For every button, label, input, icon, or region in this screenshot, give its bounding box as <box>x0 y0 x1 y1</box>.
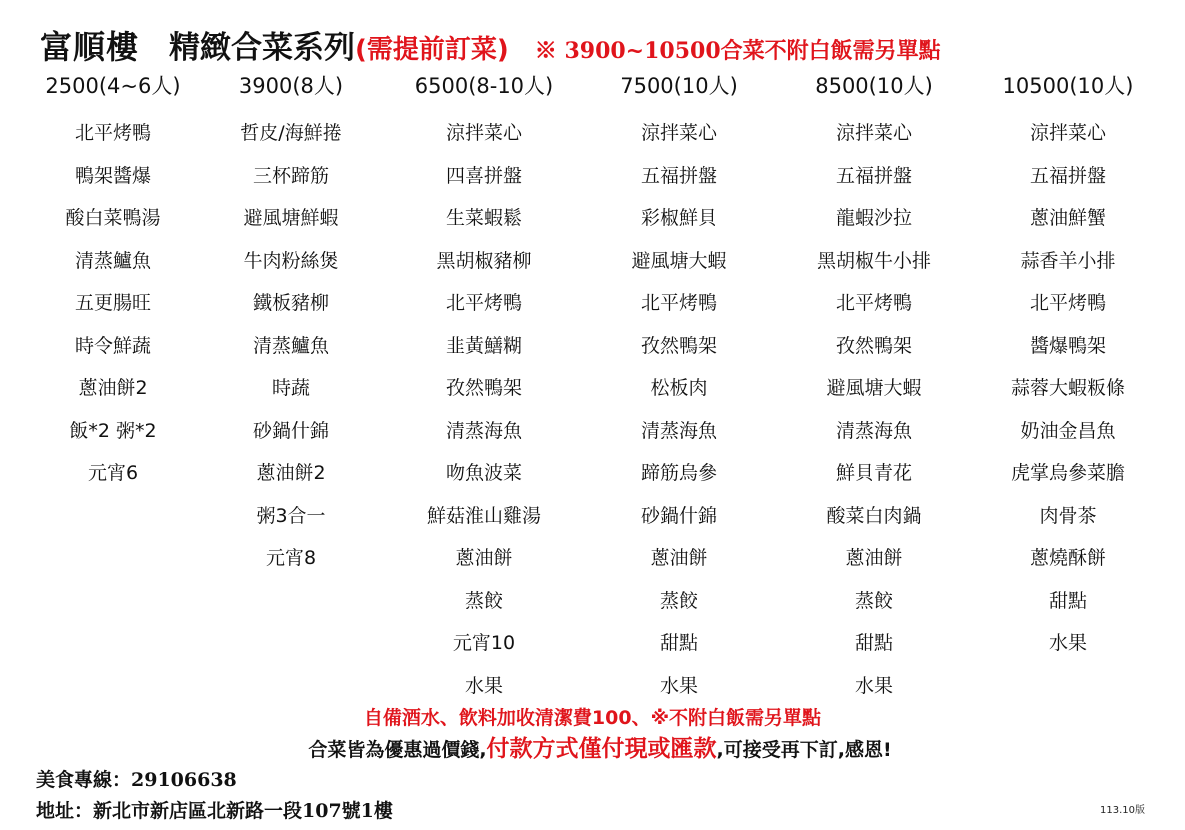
dish-item: 虎掌烏參菜膽 <box>1010 462 1125 484</box>
dish-list <box>584 112 774 707</box>
rice-note: ※ 3900~10500合菜不附白飯需另單點 <box>534 38 941 64</box>
dish-item: 彩椒鮮貝 <box>640 207 717 229</box>
dish-item: 五更腸旺 <box>74 292 151 314</box>
dish-item: 甜點 <box>854 632 893 654</box>
dish-item: 避風塘鮮蝦 <box>243 207 339 229</box>
dish-item: 避風塘大蝦 <box>826 377 922 399</box>
dish-item: 酸白菜鴨湯 <box>65 207 161 229</box>
set-price: 2500(4~6人) <box>45 74 181 98</box>
dish-item: 涼拌菜心 <box>835 122 912 144</box>
payment-method-emphasis: 付款方式僅付現或匯款 <box>486 736 717 762</box>
dish-item: 飯*2 粥*2 <box>69 419 157 442</box>
dish-list <box>779 112 969 707</box>
set-price: 10500(10人) <box>1002 74 1134 98</box>
set-price: 6500(8-10人) <box>414 74 554 98</box>
dish-item: 涼拌菜心 <box>640 122 717 144</box>
dish-item: 蒜蓉大蝦粄條 <box>1010 377 1125 399</box>
set-menu-10500 <box>973 72 1163 665</box>
dish-item: 元宵6 <box>87 462 139 484</box>
set-menu-3900 <box>196 72 386 580</box>
dish-item: 元宵10 <box>452 632 516 654</box>
dish-item: 五福拼盤 <box>1029 164 1106 187</box>
dish-item: 北平烤鴨 <box>835 292 912 314</box>
dish-item: 蔥燒酥餅 <box>1029 547 1106 569</box>
set-price: 3900(8人) <box>238 74 344 98</box>
dish-item: 清蒸海魚 <box>445 419 522 442</box>
dish-list <box>973 112 1163 665</box>
set-menu-8500 <box>779 72 969 707</box>
dish-item: 甜點 <box>659 632 698 654</box>
dish-item: 北平烤鴨 <box>445 292 522 314</box>
set-menu-2500 <box>18 72 208 495</box>
dish-item: 生菜蝦鬆 <box>445 207 522 229</box>
dish-item: 鐵板豬柳 <box>252 292 329 314</box>
dish-item: 蔥油餅2 <box>78 377 148 399</box>
dish-item: 蔥油餅 <box>455 547 513 569</box>
dish-item: 奶油金昌魚 <box>1020 419 1116 442</box>
dish-item: 鮮貝青花 <box>835 462 912 484</box>
dish-item: 甜點 <box>1048 589 1087 612</box>
dish-item: 北平烤鴨 <box>74 122 151 144</box>
payment-notice-lead: 合菜皆為優惠過價錢, <box>308 739 487 761</box>
dish-item: 黑胡椒豬柳 <box>436 249 532 272</box>
payment-notice-tail: ,可接受再下訂,感恩! <box>716 739 892 761</box>
dish-item: 砂鍋什錦 <box>252 419 329 442</box>
dish-item: 清蒸鱸魚 <box>74 249 151 272</box>
dish-item: 五福拼盤 <box>835 164 912 187</box>
dish-item: 蔥油餅 <box>845 547 903 569</box>
dish-item: 酸菜白肉鍋 <box>826 504 922 527</box>
dish-item: 韭黃鱔糊 <box>445 334 522 357</box>
corkage-notice: 自備酒水、飲料加收清潔費100、※不附白飯需另單點 <box>363 707 822 729</box>
dish-item: 孜然鴨架 <box>835 334 912 357</box>
dish-item: 水果 <box>464 674 503 697</box>
version-label: 113.10版 <box>1100 805 1145 816</box>
dish-item: 肉骨茶 <box>1039 504 1097 527</box>
series-title: 精緻合菜系列 <box>169 30 356 66</box>
dish-item: 蒸餃 <box>854 589 893 612</box>
dish-item: 粥3合一 <box>256 504 326 527</box>
dish-item: 龍蝦沙拉 <box>835 207 912 229</box>
dish-item: 醬爆鴨架 <box>1029 334 1106 357</box>
dish-item: 北平烤鴨 <box>1029 292 1106 314</box>
dish-list <box>196 112 386 580</box>
advance-order-note: (需提前訂菜) <box>355 35 509 65</box>
phone-line: 美食專線：29106638 <box>36 769 237 791</box>
dish-item: 北平烤鴨 <box>640 292 717 314</box>
dish-item: 清蒸海魚 <box>640 419 717 442</box>
dish-item: 涼拌菜心 <box>1029 122 1106 144</box>
dish-item: 松板肉 <box>650 377 708 399</box>
restaurant-name: 富順樓 <box>40 28 140 66</box>
set-price: 7500(10人) <box>620 74 738 98</box>
address-line: 地址：新北市新店區北新路一段107號1樓 <box>36 800 393 822</box>
dish-list <box>18 112 208 495</box>
dish-item: 蔥油鮮蟹 <box>1029 207 1106 229</box>
dish-list <box>389 112 579 707</box>
dish-item: 蹄筋烏參 <box>640 462 717 484</box>
dish-item: 吻魚波菜 <box>445 462 522 484</box>
dish-item: 五福拼盤 <box>640 164 717 187</box>
menu-header <box>40 22 941 66</box>
dish-item: 水果 <box>659 674 698 697</box>
dish-item: 水果 <box>1048 632 1087 654</box>
set-price: 8500(10人) <box>815 74 933 98</box>
dish-item: 蒸餃 <box>464 589 503 612</box>
dish-item: 鮮菇淮山雞湯 <box>426 504 541 527</box>
dish-item: 孜然鴨架 <box>445 377 522 399</box>
dish-item: 黑胡椒牛小排 <box>816 249 931 272</box>
dish-item: 水果 <box>854 674 893 697</box>
dish-item: 元宵8 <box>265 547 317 569</box>
dish-item: 哲皮/海鮮捲 <box>240 122 342 144</box>
dish-item: 涼拌菜心 <box>445 122 522 144</box>
dish-item: 清蒸鱸魚 <box>252 334 329 357</box>
dish-item: 四喜拼盤 <box>445 164 522 187</box>
dish-item: 蔥油餅 <box>650 547 708 569</box>
set-menu-6500 <box>389 72 579 707</box>
dish-item: 避風塘大蝦 <box>631 249 727 272</box>
dish-item: 孜然鴨架 <box>640 334 717 357</box>
payment-notice <box>0 730 1185 763</box>
dish-item: 蒸餃 <box>659 589 698 612</box>
dish-item: 鴨架醬爆 <box>74 164 151 187</box>
dish-item: 時令鮮蔬 <box>74 334 151 357</box>
dish-item: 三杯蹄筋 <box>252 164 329 187</box>
dish-item: 砂鍋什錦 <box>640 504 717 527</box>
set-menu-7500 <box>584 72 774 707</box>
dish-item: 清蒸海魚 <box>835 419 912 442</box>
dish-item: 蒜香羊小排 <box>1020 249 1116 272</box>
dish-item: 時蔬 <box>271 377 310 399</box>
dish-item: 蔥油餅2 <box>256 462 326 484</box>
dish-item: 牛肉粉絲煲 <box>243 249 339 272</box>
